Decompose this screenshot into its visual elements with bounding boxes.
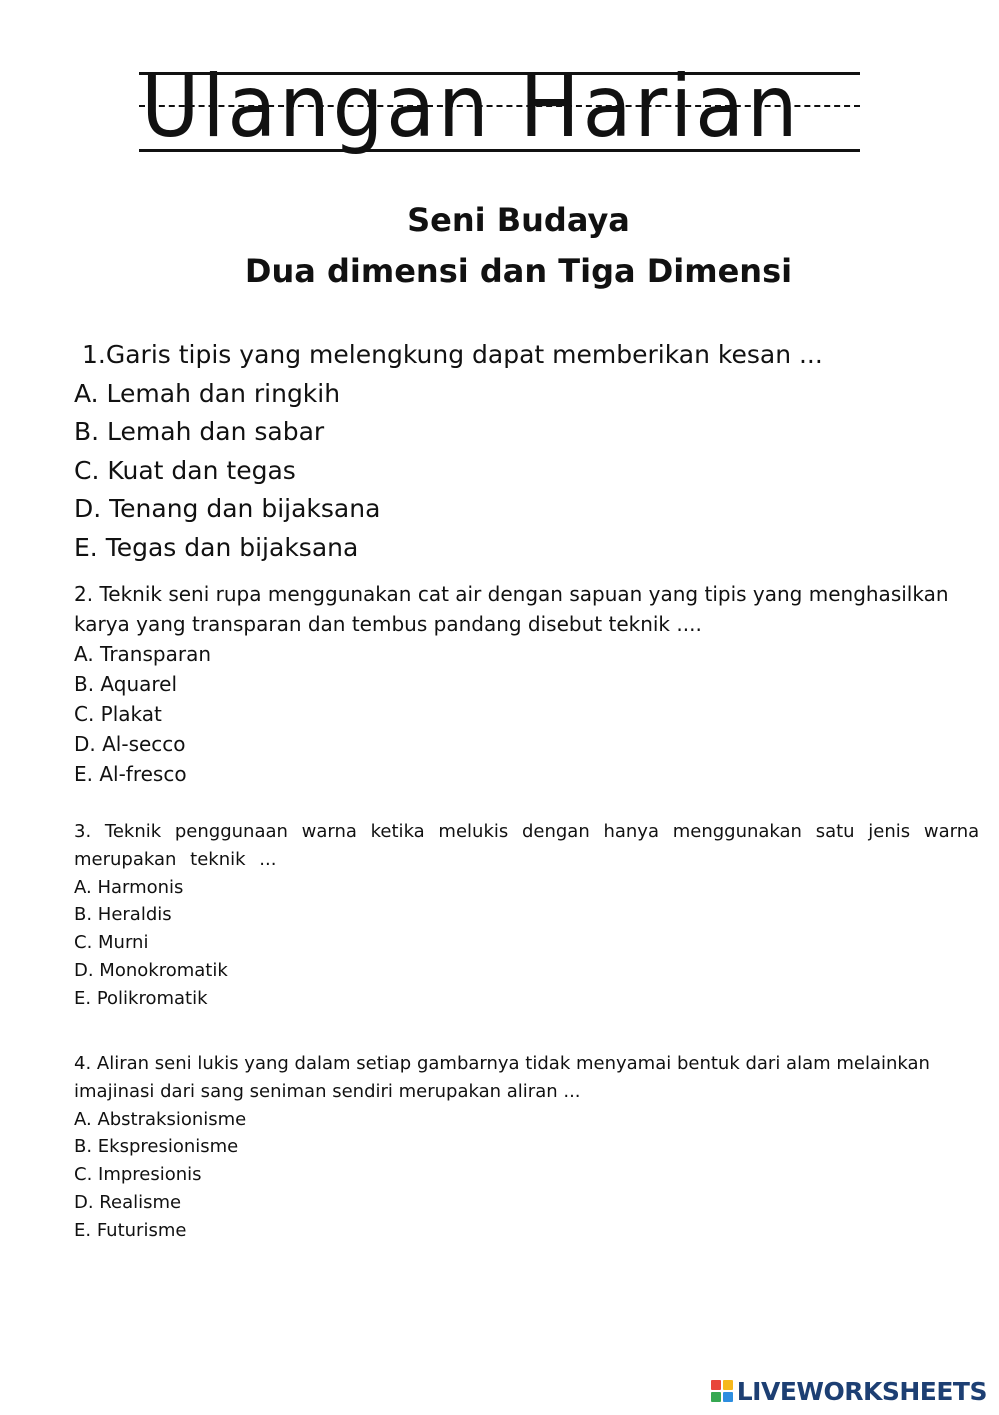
answer-option-b[interactable]: B. Heraldis xyxy=(74,904,172,926)
answer-option-a[interactable]: A. Abstraksionisme xyxy=(74,1108,247,1130)
question-stem-line: imajinasi dari sang seniman sendiri merupakan aliran ... xyxy=(74,1080,581,1102)
answer-option-d[interactable]: D. Realisme xyxy=(74,1191,182,1213)
answer-option-e[interactable]: E. Polikromatik xyxy=(74,987,208,1009)
topic-heading: Dua dimensi dan Tiga Dimensi xyxy=(244,252,793,290)
logo-tile xyxy=(711,1392,721,1402)
answer-option-c[interactable]: C. Kuat dan tegas xyxy=(74,455,296,485)
subject-heading: Seni Budaya xyxy=(407,201,630,239)
answer-option-a[interactable]: A. Harmonis xyxy=(74,876,184,898)
answer-option-a[interactable]: A. Lemah dan ringkih xyxy=(74,378,341,408)
answer-option-e[interactable]: E. Futurisme xyxy=(74,1219,187,1241)
logo-wordmark: LIVEWORKSHEETS xyxy=(736,1376,987,1406)
question-2 xyxy=(74,579,974,789)
answer-option-b[interactable]: B. Ekspresionisme xyxy=(74,1136,239,1158)
answer-option-b[interactable]: B. Aquarel xyxy=(74,672,178,696)
page-title-block xyxy=(139,57,860,157)
answer-option-e[interactable]: E. Al-fresco xyxy=(74,762,187,786)
answer-option-c[interactable]: C. Murni xyxy=(74,932,149,954)
question-stem-line: 4. Aliran seni lukis yang dalam setiap gambarnya tidak menyamai bentuk dari alam melainkan xyxy=(74,1053,930,1074)
answer-option-d[interactable]: D. Tenang dan bijaksana xyxy=(74,494,381,523)
answer-option-b[interactable]: B. Lemah dan sabar xyxy=(74,417,325,446)
question-4 xyxy=(74,1050,974,1245)
logo-tile xyxy=(711,1380,721,1390)
answer-option-e[interactable]: E. Tegas dan bijaksana xyxy=(74,532,359,562)
question-1 xyxy=(74,336,974,567)
liveworksheets-logo-icon xyxy=(711,1380,733,1402)
logo-tile xyxy=(723,1380,733,1390)
answer-option-a[interactable]: A. Transparan xyxy=(74,642,212,666)
question-3 xyxy=(74,818,980,1013)
question-stem-line: 3. Teknik penggunaan warna ketika melukis dengan hanya menggunakan satu jenis warna xyxy=(74,821,980,842)
liveworksheets-logo[interactable] xyxy=(711,1374,987,1408)
question-stem-line: 2. Teknik seni rupa menggunakan cat air dengan sapuan yang tipis yang menghasilkan xyxy=(74,582,949,606)
answer-option-c[interactable]: C. Plakat xyxy=(74,702,162,726)
logo-tile xyxy=(723,1392,733,1402)
page-title: Ulangan Harian xyxy=(141,57,801,157)
answer-option-c[interactable]: C. Impresionis xyxy=(74,1164,202,1186)
question-stem-line: merupakan teknik ... xyxy=(74,848,277,870)
question-stem-line: karya yang transparan dan tembus pandang disebut teknik .... xyxy=(74,612,702,636)
answer-option-d[interactable]: D. Monokromatik xyxy=(74,959,228,981)
answer-option-d[interactable]: D. Al-secco xyxy=(74,732,186,756)
question-stem: 1.Garis tipis yang melengkung dapat memberikan kesan ... xyxy=(82,340,823,369)
